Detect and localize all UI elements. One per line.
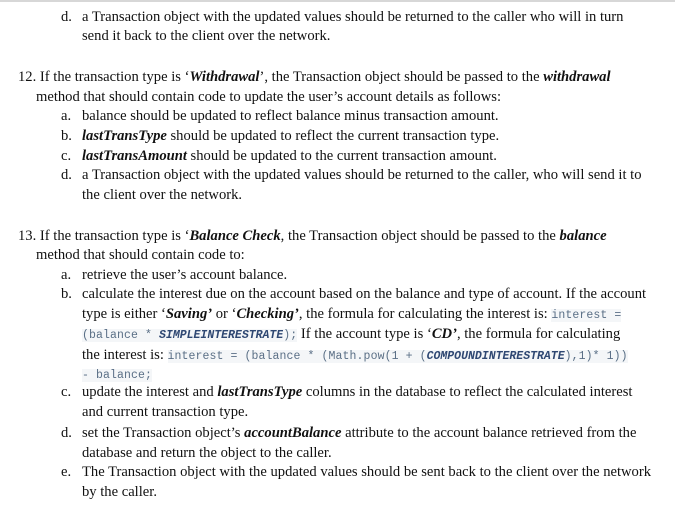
item-text: The Transaction object with the updated values should be sent back to the client over the network (82, 464, 652, 480)
code-snippet: (balance * (82, 329, 160, 342)
top-divider (0, 0, 675, 2)
item-text: , the formula for calculating (456, 326, 621, 342)
item-text: , the formula for calculating the interest is: (298, 306, 552, 322)
method-name: withdrawal (543, 69, 611, 85)
item-text-continuation: by the caller. (82, 484, 157, 500)
transaction-type: Balance Check (189, 228, 281, 244)
item-number: 13. (18, 228, 37, 244)
list-item (61, 106, 499, 126)
item-text: should be updated to the current transaction amount. (186, 148, 497, 164)
code-constant: SIMPLEINTERESTRATE (159, 329, 284, 342)
item-text-continuation: method that should contain code to update the user’s account details as follows: (36, 89, 501, 105)
list-marker: b. (61, 128, 72, 144)
method-name: balance (559, 228, 607, 244)
code-constant: COMPOUNDINTERESTRATE (426, 350, 565, 363)
item-text-continuation: send it back to the client over the network. (82, 28, 331, 44)
item-text-continuation: method that should contain code to: (36, 247, 245, 263)
code-snippet: interest = (balance * (Math.pow(1 + ( (167, 350, 427, 363)
item-text: attribute to the account balance retrieved from the (341, 425, 637, 441)
account-type: Saving’ (165, 306, 213, 322)
account-type: Checking’ (236, 306, 299, 322)
item-text: calculate the interest due on the account based on the balance and type of account. If the account (82, 286, 647, 302)
item-text: balance should be updated to reflect balance minus transaction amount. (82, 108, 499, 124)
item-text: a Transaction object with the updated values should be returned to the caller, who will send it to (82, 167, 642, 183)
item-12-heading (18, 67, 611, 87)
item-text: columns in the database to reflect the calculated interest (302, 384, 633, 400)
item-text-continuation (82, 304, 621, 326)
list-marker: c. (61, 384, 72, 400)
item-text: set the Transaction object’s (82, 425, 245, 441)
item-text-continuation (82, 324, 620, 346)
account-type: CD’ (431, 326, 457, 342)
list-marker: e. (61, 464, 72, 480)
list-item (61, 265, 287, 285)
item-text: ’, the Transaction object should be passed to the (259, 69, 544, 85)
item-text: , the Transaction object should be passed to the (280, 228, 560, 244)
list-marker: a. (61, 108, 72, 124)
item-text-continuation: and current transaction type. (82, 404, 249, 420)
field-name: lastTransType (217, 384, 303, 400)
list-item (61, 146, 497, 166)
item-number: 12. (18, 69, 37, 85)
list-item (61, 7, 623, 27)
item-text: If the transaction type is ‘ (39, 228, 190, 244)
field-name: lastTransType (82, 128, 167, 144)
list-item (61, 462, 651, 482)
list-marker: d. (61, 9, 72, 25)
item-text: If the account type is ‘ (297, 326, 432, 342)
item-text-continuation: database and return the object to the caller. (82, 445, 332, 461)
item-text: update the interest and (82, 384, 218, 400)
list-item (61, 284, 646, 304)
code-snippet: ),1)* 1)) (564, 350, 628, 363)
field-name: lastTransAmount (82, 148, 187, 164)
code-snippet: interest = (551, 309, 622, 322)
item-text: or ‘ (212, 306, 237, 322)
list-item (61, 382, 632, 402)
list-item (61, 126, 499, 146)
list-item (61, 165, 642, 185)
list-marker: a. (61, 267, 72, 283)
list-marker: b. (61, 286, 72, 302)
item-text: If the transaction type is ‘ (39, 69, 190, 85)
list-marker: c. (61, 148, 72, 164)
item-text-continuation (82, 345, 628, 367)
code-snippet: ); (283, 329, 298, 342)
field-name: accountBalance (244, 425, 342, 441)
list-marker: d. (61, 425, 72, 441)
item-text-continuation: the client over the network. (82, 187, 243, 203)
item-text: a Transaction object with the updated values should be returned to the caller who will in turn (82, 9, 624, 25)
item-text: type is either ‘ (82, 306, 166, 322)
item-text: should be updated to reflect the current transaction type. (166, 128, 500, 144)
list-item (61, 423, 636, 443)
item-text: retrieve the user’s account balance. (82, 267, 288, 283)
item-text: the interest is: (82, 347, 168, 363)
code-snippet: - balance; (82, 369, 153, 382)
list-marker: d. (61, 167, 72, 183)
transaction-type: Withdrawal (189, 69, 260, 85)
item-13-heading (18, 226, 607, 246)
